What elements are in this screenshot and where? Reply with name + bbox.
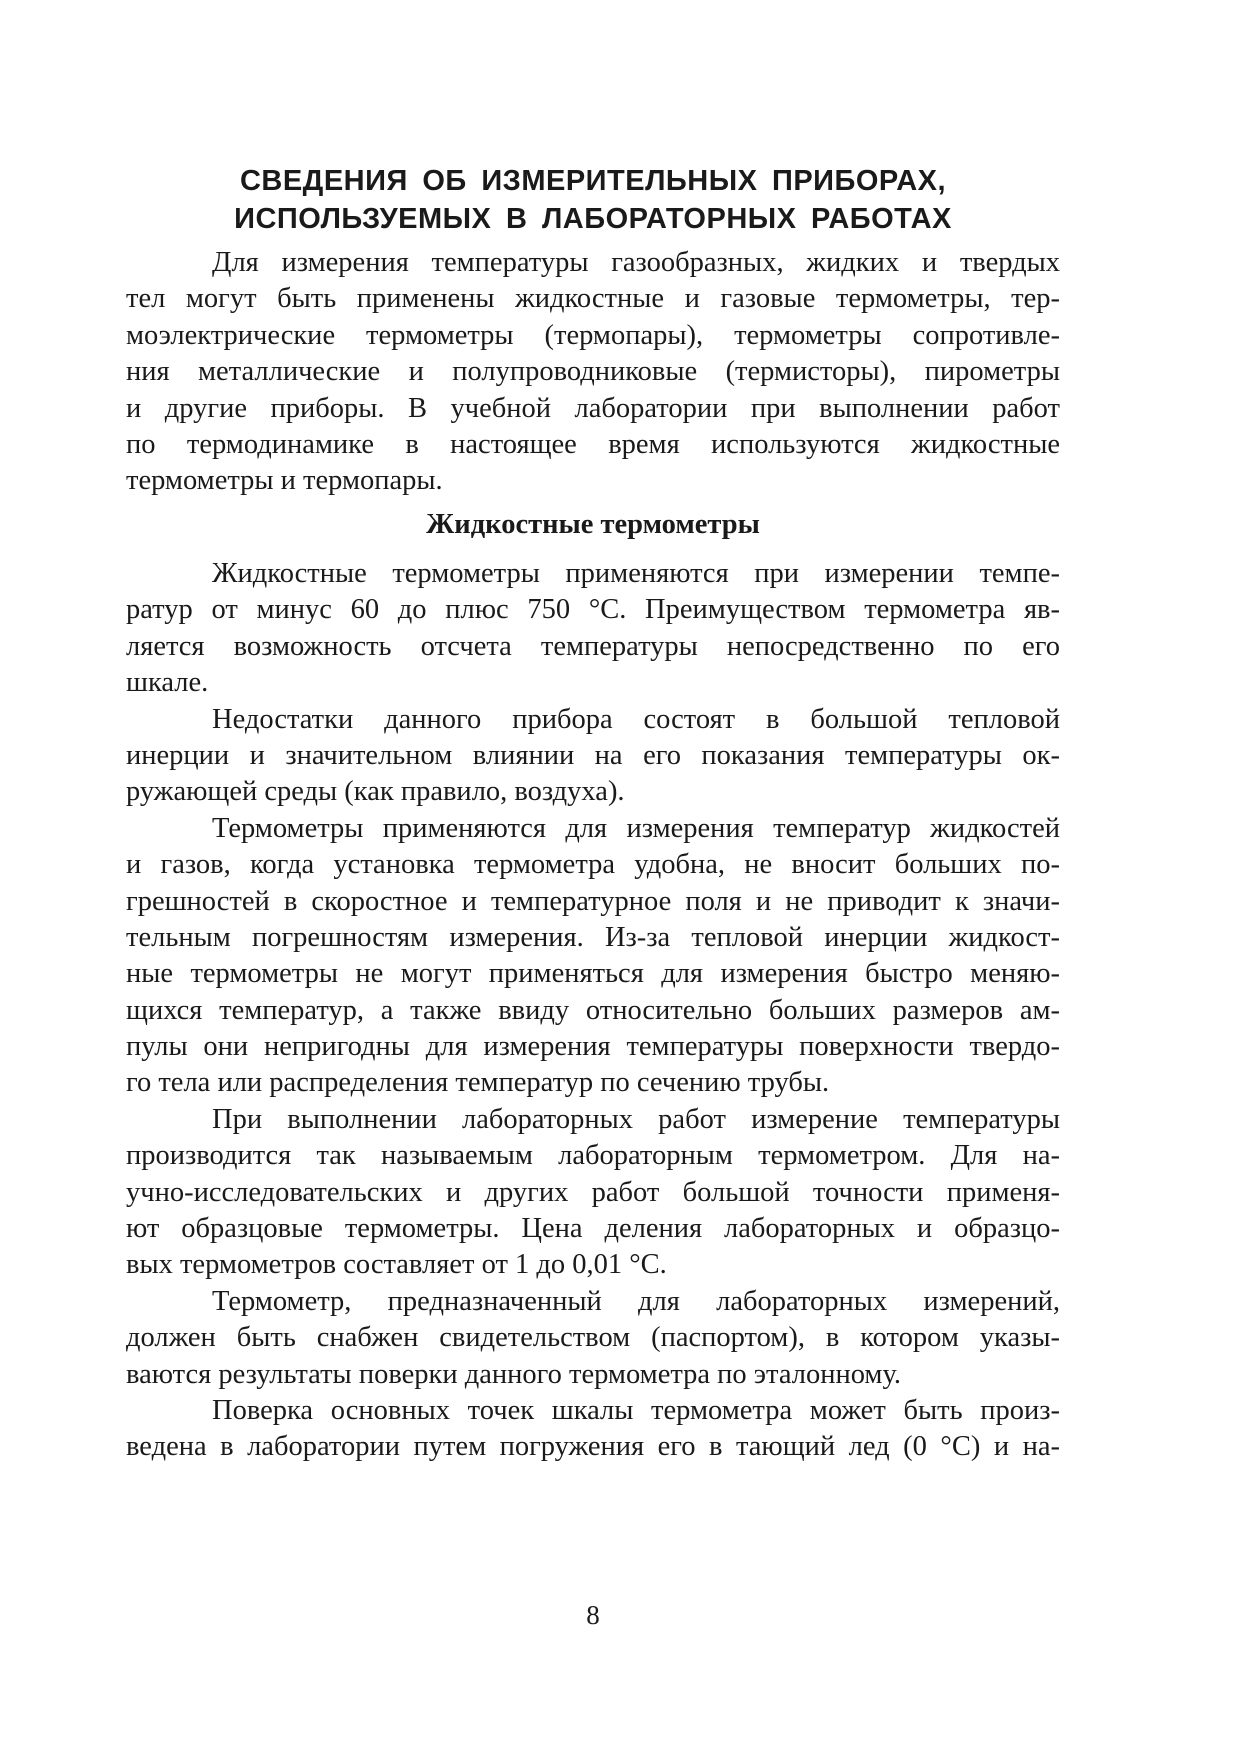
text-line: термометры и термопары. — [126, 465, 443, 497]
text-line: моэлектрические термометры (термопары), термометры сопротивле- — [126, 319, 1060, 351]
text-line: Термометр, предназначенный для лабораторных измерений, — [212, 1285, 1060, 1317]
text-line: ваются результаты поверки данного термометра по эталонному. — [126, 1358, 901, 1390]
paragraph — [126, 556, 1060, 702]
title-line-1: СВЕДЕНИЯ ОБ ИЗМЕРИТЕЛЬНЫХ ПРИБОРАХ, — [239, 165, 947, 197]
paragraph — [126, 1284, 1060, 1393]
paragraph — [126, 811, 1060, 1102]
paragraph — [126, 1102, 1060, 1284]
text-line: При выполнении лабораторных работ измерение температуры — [212, 1103, 1060, 1135]
text-line: го тела или распределения температур по сечению трубы. — [126, 1067, 830, 1099]
document-page — [126, 0, 1060, 1754]
text-line: вых термометров составляет от 1 до 0,01 °С. — [126, 1249, 667, 1281]
text-line: ратур от минус 60 до плюс 750 °С. Преимуществом термометра яв- — [126, 594, 1060, 626]
text-line: по термодинамике в настоящее время используются жидкостные — [126, 428, 1060, 460]
paragraph — [126, 702, 1060, 811]
text-line: инерции и значительном влиянии на его показания температуры ок- — [126, 739, 1060, 771]
text-line: учно-исследовательских и других работ большой точности применя- — [126, 1176, 1060, 1208]
text-line: Для измерения температуры газообразных, жидких и твердых — [212, 247, 1060, 278]
text-line: тельным погрешностям измерения. Из-за тепловой инерции жидкост- — [126, 921, 1060, 953]
text-line: Недостатки данного прибора состоят в большой тепловой — [212, 703, 1060, 735]
text-line: щихся температур, а также ввиду относительно больших размеров ам- — [126, 994, 1060, 1026]
text-line: ные термометры не могут применяться для измерения быстро меняю- — [126, 958, 1060, 990]
page-title — [126, 162, 1060, 238]
text-line: должен быть снабжен свидетельством (паспортом), в котором указы- — [126, 1322, 1060, 1354]
text-line: Жидкостные термометры применяются при измерении темпе- — [212, 558, 1060, 589]
text-line: шкале. — [126, 667, 209, 699]
title-line-2: ИСПОЛЬЗУЕМЫХ В ЛАБОРАТОРНЫХ РАБОТАХ — [234, 203, 952, 235]
section-heading: Жидкостные термометры — [426, 509, 760, 540]
text-line: ведена в лаборатории путем погружения его в тающий лед (0 °С) и на- — [126, 1431, 1060, 1463]
text-line: ния металлические и полупроводниковые (термисторы), пирометры — [126, 356, 1060, 388]
text-line: производится так называемым лабораторным термометром. Для на- — [126, 1140, 1060, 1172]
page-number: 8 — [586, 1600, 600, 1630]
text-line: Поверка основных точек шкалы термометра может быть произ- — [212, 1394, 1060, 1426]
text-line: ружающей среды (как правило, воздуха). — [126, 776, 625, 808]
section-body — [126, 556, 1060, 1466]
text-line: и газов, когда установка термометра удобна, не вносит больших по- — [126, 849, 1060, 881]
text-line: грешностей в скоростное и температурное поля и не приводит к значи- — [126, 885, 1060, 917]
text-line: ляется возможность отсчета температуры непосредственно по его — [126, 630, 1060, 662]
text-line: пулы они непригодны для измерения температуры поверхности твердо- — [126, 1031, 1060, 1063]
text-line: и другие приборы. В учебной лаборатории при выполнении работ — [126, 392, 1060, 424]
paragraph — [126, 1393, 1060, 1466]
text-line: Термометры применяются для измерения температур жидкостей — [212, 812, 1060, 844]
text-line: тел могут быть применены жидкостные и газовые термометры, тер- — [126, 283, 1060, 315]
intro-paragraph — [126, 245, 1060, 500]
text-line: ют образцовые термометры. Цена деления лабораторных и образцо- — [126, 1213, 1060, 1245]
